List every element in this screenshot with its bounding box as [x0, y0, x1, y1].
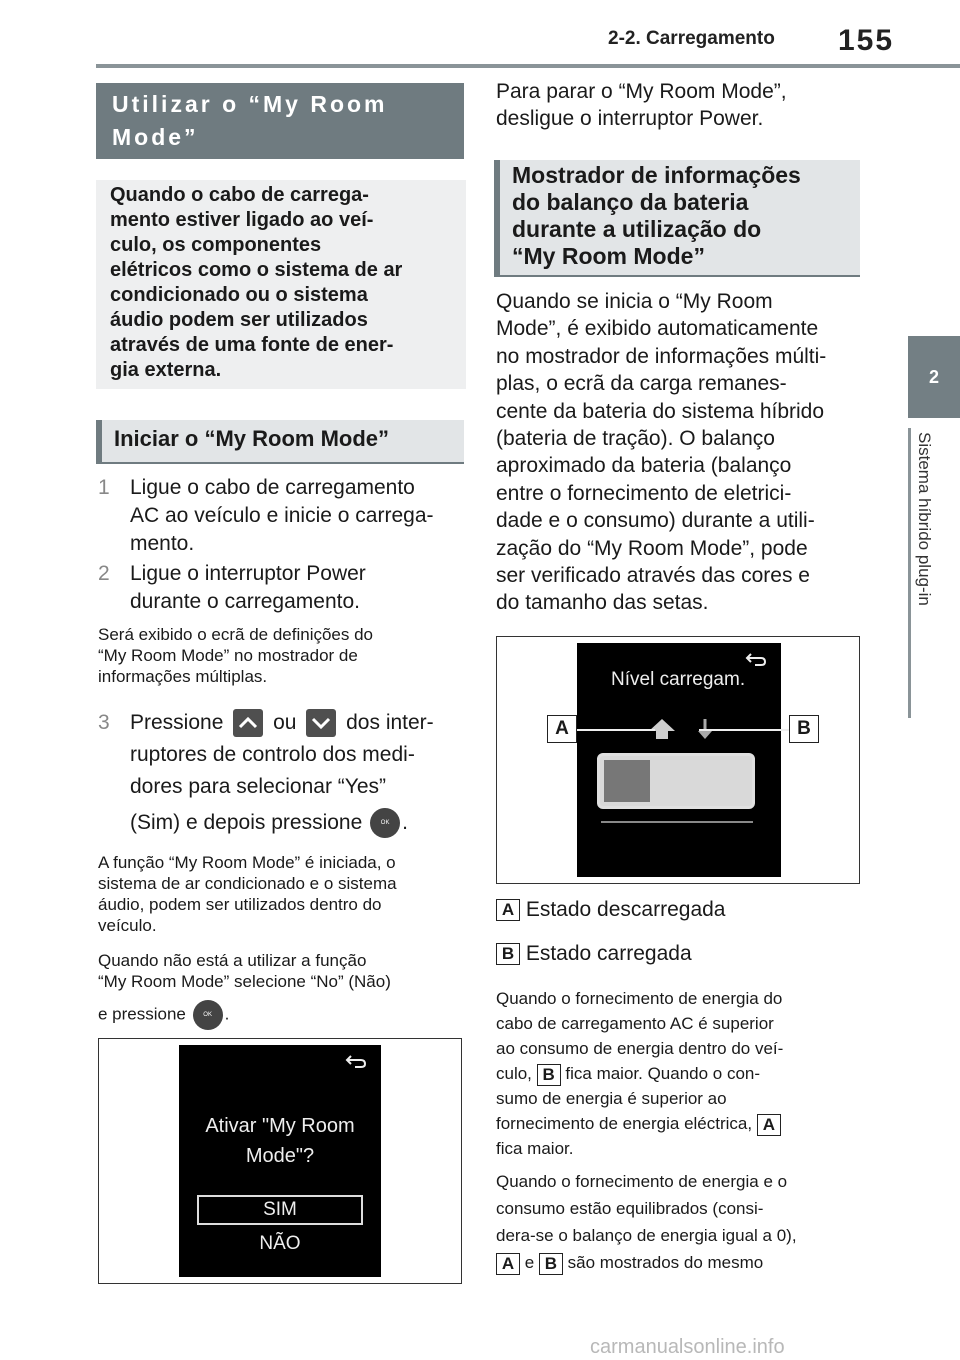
legend-b: [496, 942, 692, 966]
note-line: dera-se o balanço de energia igual a 0),: [496, 1226, 797, 1245]
body-line: (bateria de tração). O balanço: [496, 427, 775, 451]
mostrador-body: [496, 288, 876, 617]
heading-line: Mostrador de informações: [512, 162, 801, 188]
note-line: Quando o fornecimento de energia do: [496, 989, 783, 1008]
note-line: ao consumo de energia dentro do veí-: [496, 1039, 784, 1058]
figure-charge-screen: [496, 636, 860, 884]
body-line: ser verificado através das cores e: [496, 564, 810, 588]
watermark: carmanualsonline.info: [590, 1336, 785, 1358]
note-text-part: e: [524, 1253, 535, 1272]
step-text-part: (Sim) e depois pressione: [130, 811, 363, 834]
body-line: dade e o consumo) durante a utili-: [496, 509, 815, 533]
chapter-label: Sistema híbrido plug-in: [915, 432, 934, 606]
callout-b: B: [789, 715, 819, 743]
note-line: fica maior.: [496, 1139, 574, 1158]
label-a: A: [496, 1253, 520, 1275]
chevron-up-icon: [233, 709, 263, 737]
step-text: dores para selecionar “Yes”: [130, 775, 387, 798]
body-line: entre o fornecimento de eletrici-: [496, 481, 792, 505]
note-line: informações múltiplas.: [98, 667, 268, 686]
note-text-part: fica maior. Quando o con-: [565, 1064, 761, 1083]
body-line: no mostrador de informações múlti-: [496, 344, 827, 368]
body-line: Mode”, é exibido automaticamente: [496, 317, 819, 341]
step-1: [98, 474, 468, 564]
intro-line: através de uma fonte de ener-: [110, 334, 394, 356]
section-title-line: Mode”: [112, 124, 199, 150]
note-line: sumo de energia é superior ao: [496, 1089, 727, 1108]
figure-activate-screen: [98, 1038, 462, 1284]
page-number: 155: [838, 24, 895, 57]
note-line: [98, 1000, 468, 1030]
heading-underline: [96, 462, 464, 464]
note-line: Será exibido o ecrã de definições do: [98, 625, 374, 644]
step-text: Ligue o interruptor Power: [130, 562, 366, 585]
step-number: 3: [98, 711, 110, 734]
header-divider: [96, 64, 960, 68]
prompt-line: Mode"?: [245, 1145, 315, 1167]
legend-text: Estado carregada: [525, 942, 692, 965]
legend-text: Estado descarregada: [525, 898, 726, 921]
callout-line: [577, 729, 655, 731]
note-text-part: fornecimento de energia eléctrica,: [496, 1114, 753, 1133]
note-line: “My Room Mode” selecione “No” (Não): [98, 972, 391, 991]
legend-a: [496, 898, 725, 922]
activate-prompt: [179, 1111, 381, 1171]
callout-line: [699, 729, 789, 731]
note-line: “My Room Mode” no mostrador de: [98, 646, 358, 665]
body-line: cente da bateria do sistema híbrido: [496, 399, 825, 423]
step-text-part: ou: [273, 711, 297, 734]
note-text-part: e pressione: [98, 1004, 186, 1024]
note-balance: [496, 986, 876, 1161]
body-line: do tamanho das setas.: [496, 591, 709, 615]
battery-level-fill: [604, 760, 650, 802]
body-line: Quando se inicia o “My Room: [496, 290, 773, 313]
intro-line: áudio podem ser utilizados: [110, 309, 368, 331]
option-no[interactable]: NÃO: [259, 1233, 301, 1254]
intro-line: Quando o cabo de carrega-: [110, 184, 369, 206]
gauge-scale: [601, 815, 753, 823]
note-text-part: são mostrados do mesmo: [567, 1253, 764, 1272]
iniciar-heading: Iniciar o “My Room Mode”: [96, 420, 464, 462]
step-number: 1: [98, 476, 110, 499]
screen-title: Nível carregam.: [611, 669, 746, 690]
back-arrow-icon: [745, 651, 767, 667]
section-title: 2-2. Carregamento: [608, 28, 775, 49]
intro-line: condicionado ou o sistema: [110, 284, 368, 306]
step-text: Ligue o cabo de carregamento: [130, 476, 415, 499]
note-text-part: culo,: [496, 1064, 532, 1083]
chapter-divider: [908, 428, 911, 718]
display-screen: [179, 1045, 381, 1277]
step-text: ruptores de controlo dos medi-: [130, 743, 415, 766]
note-line: cabo de carregamento AC é superior: [496, 1014, 774, 1033]
step-3: [98, 704, 468, 844]
intro-line: gia externa.: [110, 359, 222, 381]
body-line: aproximado da bateria (balanço: [496, 454, 792, 478]
note-line: [496, 1249, 876, 1276]
callout-a: A: [547, 715, 577, 743]
step-text: [130, 706, 434, 740]
intro-line: mento estiver ligado ao veí-: [110, 209, 374, 231]
step-text: durante o carregamento.: [130, 590, 360, 613]
heading-underline: [494, 275, 860, 277]
ok-button-icon: OK: [370, 808, 400, 838]
display-screen: [577, 643, 781, 877]
step-number: 2: [98, 562, 110, 585]
prompt-line: Ativar "My Room: [205, 1115, 355, 1137]
heading-line: do balanço da bateria: [512, 189, 749, 215]
note-line: [496, 1111, 876, 1136]
label-a: A: [757, 1114, 781, 1136]
heading-line: durante a utilização do: [512, 216, 762, 242]
body-line: zação do “My Room Mode”, pode: [496, 536, 808, 560]
note-line: Quando não está a utilizar a função: [98, 951, 367, 970]
step-2-note: [98, 624, 468, 687]
note-line: [496, 1061, 876, 1086]
heading-line: “My Room Mode”: [512, 243, 705, 269]
back-arrow-icon: [345, 1053, 367, 1069]
note-line: Quando o fornecimento de energia e o: [496, 1172, 788, 1191]
label-b: B: [496, 943, 520, 965]
note-line: áudio, podem ser utilizados dentro do: [98, 895, 382, 914]
step-text-part: dos inter-: [346, 711, 434, 734]
stop-instructions: [496, 78, 876, 133]
mostrador-heading: [494, 160, 860, 275]
chevron-down-icon: [306, 709, 336, 737]
body-line: Para parar o “My Room Mode”,: [496, 80, 787, 103]
chapter-tab: 2: [908, 336, 960, 418]
intro-line: elétricos como o sistema de ar: [110, 259, 403, 281]
label-b: B: [539, 1253, 563, 1275]
note-line: consumo estão equilibrados (consi-: [496, 1199, 764, 1218]
body-line: desligue o interruptor Power.: [496, 107, 764, 131]
note-line: sistema de ar condicionado e o sistema: [98, 874, 397, 893]
step-text: mento.: [130, 532, 195, 555]
step-2: [98, 560, 468, 620]
step-3-note: [98, 852, 468, 936]
intro-line: culo, os componentes: [110, 234, 322, 256]
note-line: veículo.: [98, 916, 157, 935]
step-text: [130, 806, 408, 840]
section-title-line: Utilizar o “My Room: [112, 91, 388, 117]
intro-box: [96, 180, 466, 389]
note-text-part: .: [224, 1004, 230, 1024]
ok-button-icon: OK: [193, 1000, 223, 1030]
step-text: AC ao veículo e inicie o carrega-: [130, 504, 434, 527]
section-title-box: [96, 83, 464, 159]
note-line: A função “My Room Mode” é iniciada, o: [98, 853, 396, 872]
note-equal: [496, 1168, 876, 1276]
body-line: plas, o ecrã da carga remanes-: [496, 372, 787, 396]
step-3-note-2: [98, 950, 468, 1030]
step-text-part: .: [402, 811, 408, 834]
label-a: A: [496, 899, 520, 921]
option-yes[interactable]: SIM: [197, 1195, 363, 1225]
step-text-part: Pressione: [130, 711, 224, 734]
label-b: B: [537, 1064, 561, 1086]
battery-gauge: [597, 753, 755, 809]
